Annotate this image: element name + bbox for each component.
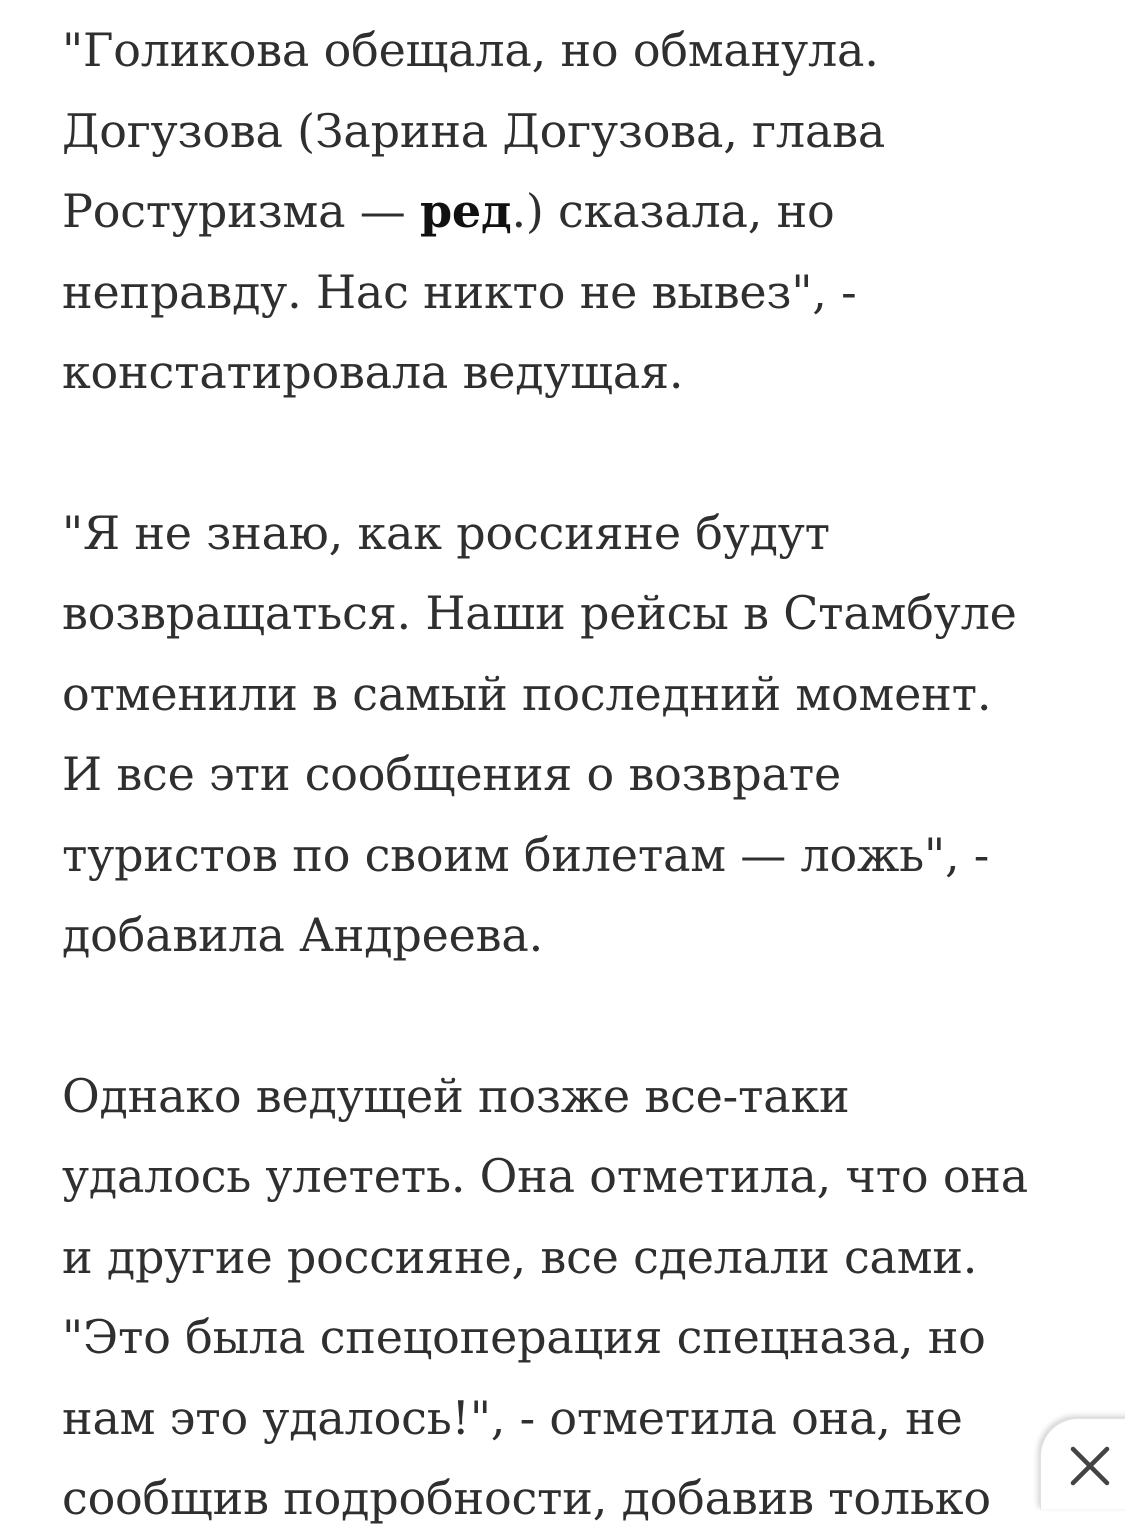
text-line: И все эти сообщения о возврате — [62, 747, 841, 801]
text-line: Однако ведущей позже все-таки — [62, 1068, 850, 1123]
text-segment: .) сказала, но — [511, 184, 835, 238]
text-line: и другие россияне, все сделали сами. — [62, 1229, 978, 1284]
text-line: удалось улететь. Она отметила, что она — [62, 1149, 1028, 1203]
text-line: туристов по своим билетам — ложь", - — [62, 827, 990, 882]
text-line: констатировала ведущая. — [62, 345, 684, 399]
text-line: нам это удалось!", - отметила она, не — [62, 1390, 963, 1445]
text-line: отменили в самый последний момент. — [62, 666, 992, 721]
paragraph-3 — [62, 1056, 1072, 1539]
text-line: возвращаться. Наши рейсы в Стамбуле — [62, 586, 1017, 640]
text-line: неправду. Нас никто не вывез", - — [62, 264, 857, 319]
text-line: "Это была спецоперация спецназа, но — [62, 1310, 986, 1364]
text-line: "Я не знаю, как россияне будут — [62, 505, 830, 560]
article-body — [62, 10, 1072, 1539]
text-line: добавила Андреева. — [62, 908, 544, 962]
text-line: Догузова (Зарина Догузова, глава — [62, 103, 886, 158]
text-line: сообщив подробности, добавив только — [62, 1471, 991, 1525]
text-segment: Ростуризма — — [62, 184, 420, 238]
text-line: "Голикова обещала, но обманула. — [62, 23, 879, 77]
close-ad-button[interactable] — [1040, 1418, 1125, 1509]
close-icon[interactable] — [1067, 1443, 1113, 1489]
editor-note-bold: ред — [419, 184, 512, 238]
paragraph-2 — [62, 493, 1072, 976]
paragraph-1 — [62, 10, 1072, 413]
text-line — [62, 171, 1072, 252]
